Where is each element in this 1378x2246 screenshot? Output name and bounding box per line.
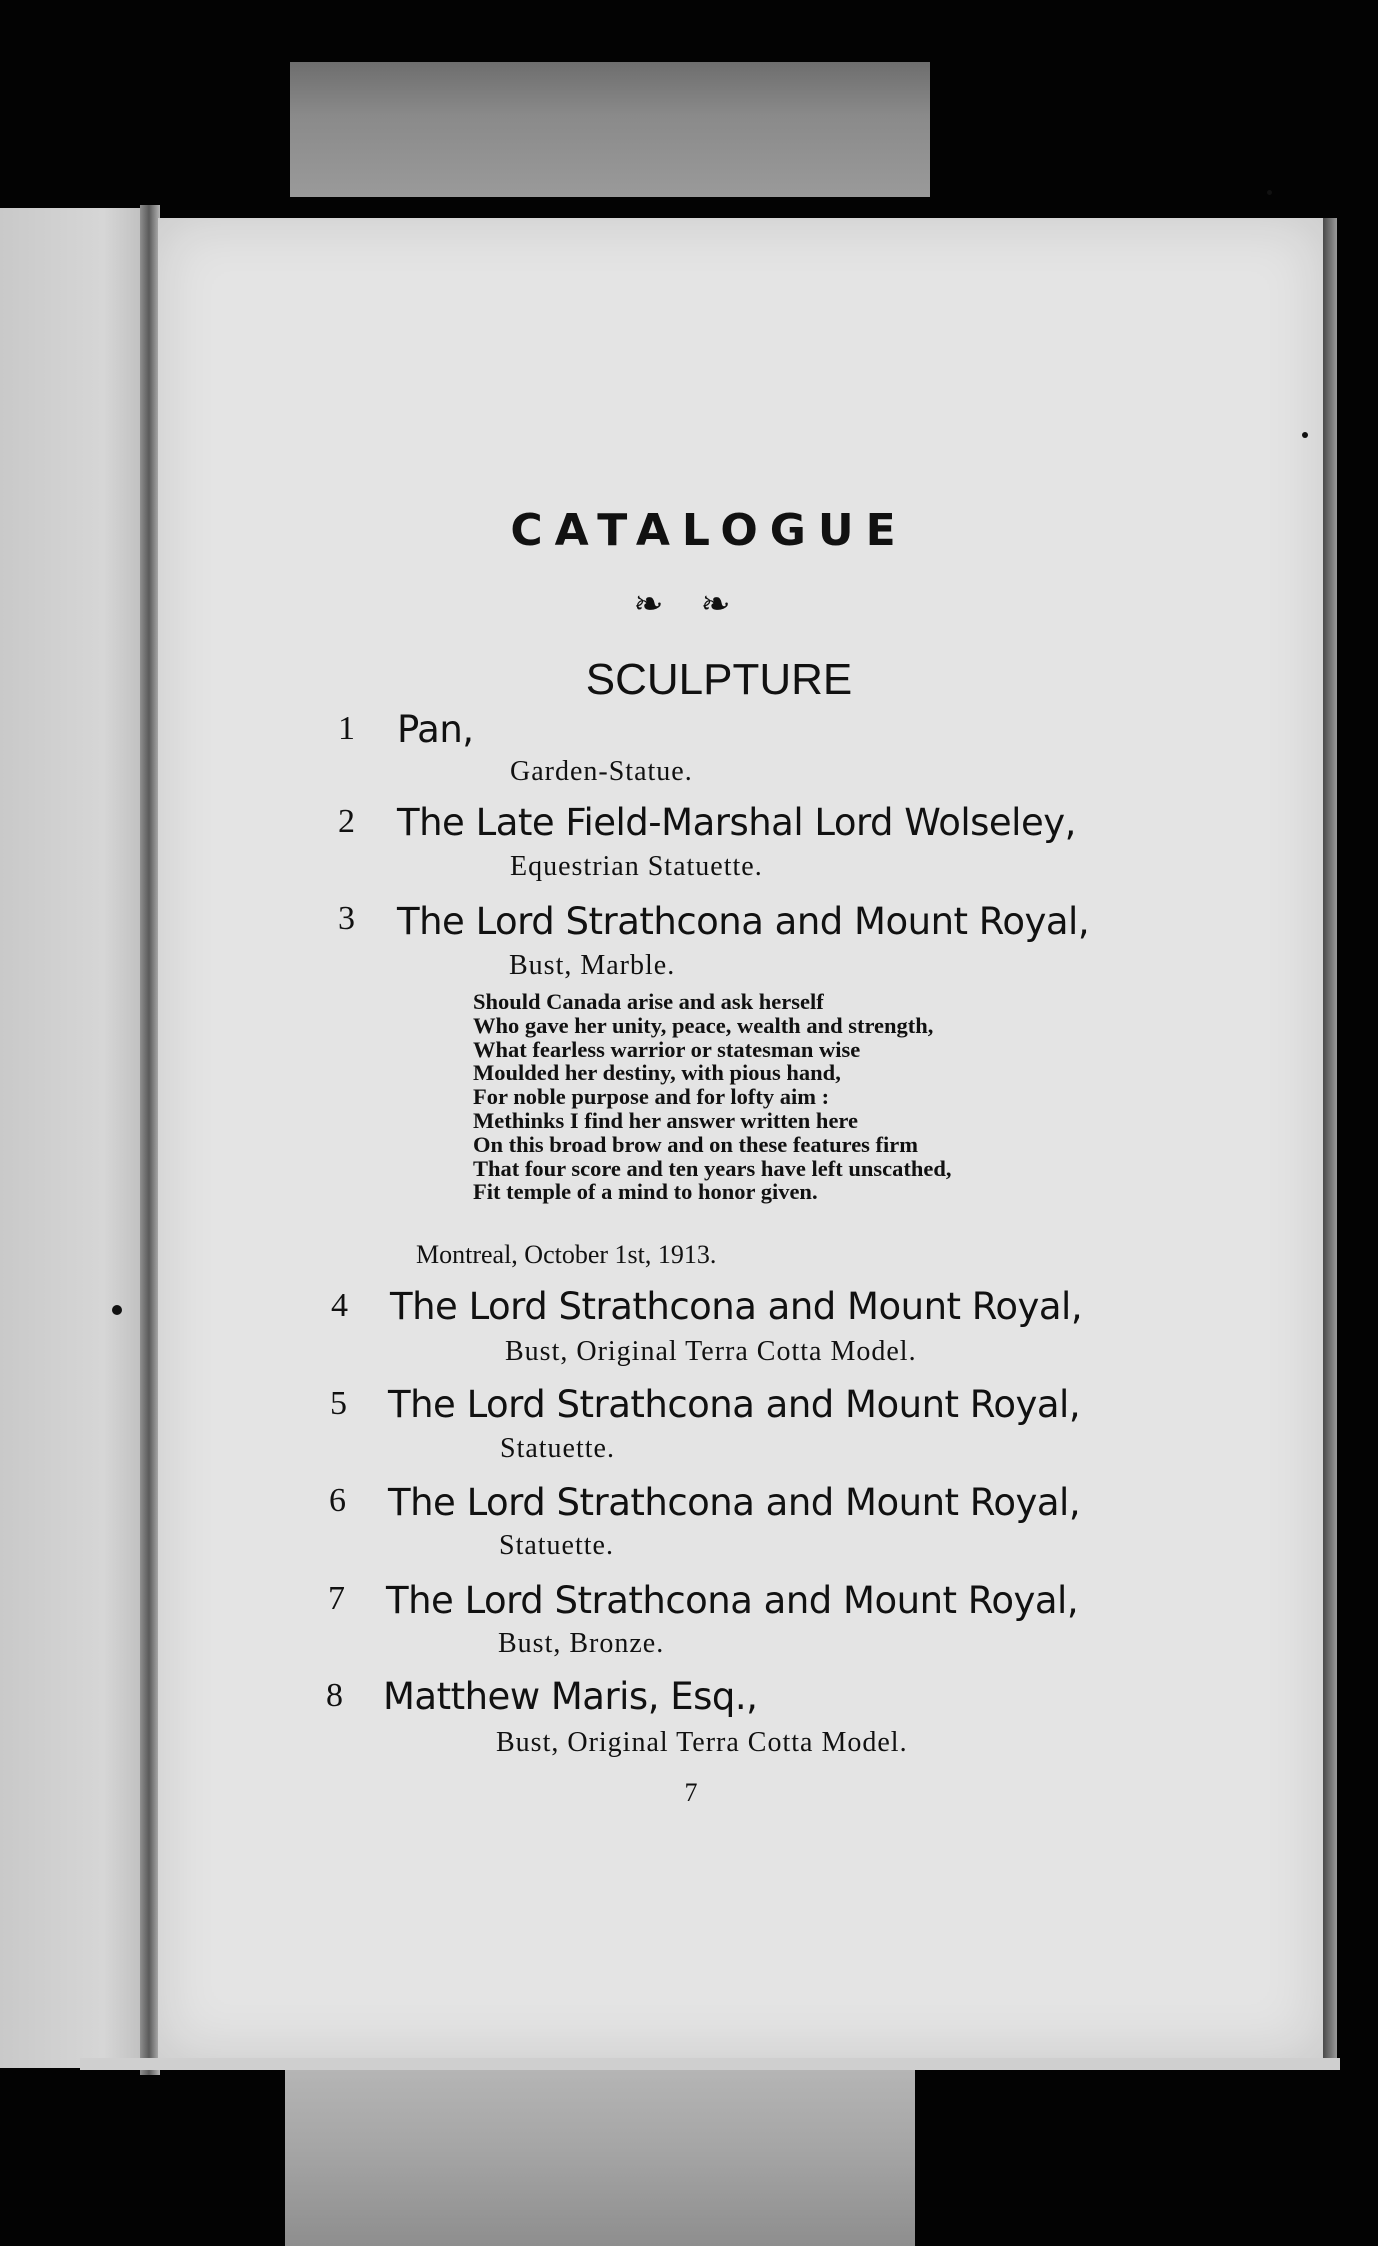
poem-dateline: Montreal, October 1st, 1913. xyxy=(416,1240,717,1269)
poem-line: Should Canada arise and ask herself xyxy=(473,989,824,1014)
item-description: Statuette. xyxy=(500,1433,615,1464)
page-bottom-edge xyxy=(80,2058,1340,2070)
page-number: 7 xyxy=(684,1778,698,1807)
item-name: The Late Field-Marshal Lord Wolseley, xyxy=(397,801,1076,844)
item-name: The Lord Strathcona and Mount Royal, xyxy=(388,1481,1081,1524)
poem-line: Who gave her unity, peace, wealth and strength, xyxy=(473,1012,934,1038)
background-paper-bottom xyxy=(285,2055,915,2246)
dust-speck xyxy=(1267,190,1272,195)
poem-line: For noble purpose and for lofty aim : xyxy=(473,1084,830,1110)
item-number: 3 xyxy=(338,900,355,937)
poem-line: Fit temple of a mind to honor given. xyxy=(473,1179,818,1205)
item-number: 2 xyxy=(338,803,355,840)
item-name: The Lord Strathcona and Mount Royal, xyxy=(390,1285,1083,1328)
item-description: Equestrian Statuette. xyxy=(510,851,763,882)
item-description: Bust, Original Terra Cotta Model. xyxy=(496,1727,908,1758)
item-name: The Lord Strathcona and Mount Royal, xyxy=(397,900,1090,943)
item-number: 1 xyxy=(338,710,355,747)
item-description: Statuette. xyxy=(499,1530,614,1561)
poem-line: What fearless warrior or statesman wise xyxy=(473,1036,861,1062)
dust-speck xyxy=(112,1305,122,1315)
background-paper-top xyxy=(290,62,930,197)
poem-line: Moulded her destiny, with pious hand, xyxy=(473,1060,841,1086)
item-number: 6 xyxy=(329,1482,346,1519)
item-description: Garden-Statue. xyxy=(510,756,693,787)
item-name: The Lord Strathcona and Mount Royal, xyxy=(388,1383,1081,1426)
item-number: 7 xyxy=(328,1580,345,1617)
item-number: 8 xyxy=(326,1677,343,1714)
item-description: Bust, Bronze. xyxy=(498,1628,665,1659)
item-name: Matthew Maris, Esq., xyxy=(383,1675,758,1718)
poem-line: That four score and ten years have left unscathed, xyxy=(473,1155,952,1181)
item-name: The Lord Strathcona and Mount Royal, xyxy=(386,1579,1079,1622)
poem-line: Methinks I find her answer written here xyxy=(473,1107,858,1133)
section-heading: SCULPTURE xyxy=(585,655,853,704)
fleuron-ornament: ❧ ❧ xyxy=(633,584,745,624)
item-number: 5 xyxy=(330,1385,347,1422)
item-name: Pan, xyxy=(397,708,474,751)
item-description: Bust, Original Terra Cotta Model. xyxy=(505,1336,917,1367)
dust-speck xyxy=(1302,432,1308,438)
item-number: 4 xyxy=(331,1287,348,1324)
page-title: CATALOGUE xyxy=(510,505,908,556)
dedication-poem xyxy=(473,990,952,1204)
poem-line: On this broad brow and on these features firm xyxy=(473,1131,919,1157)
item-description: Bust, Marble. xyxy=(509,950,676,981)
